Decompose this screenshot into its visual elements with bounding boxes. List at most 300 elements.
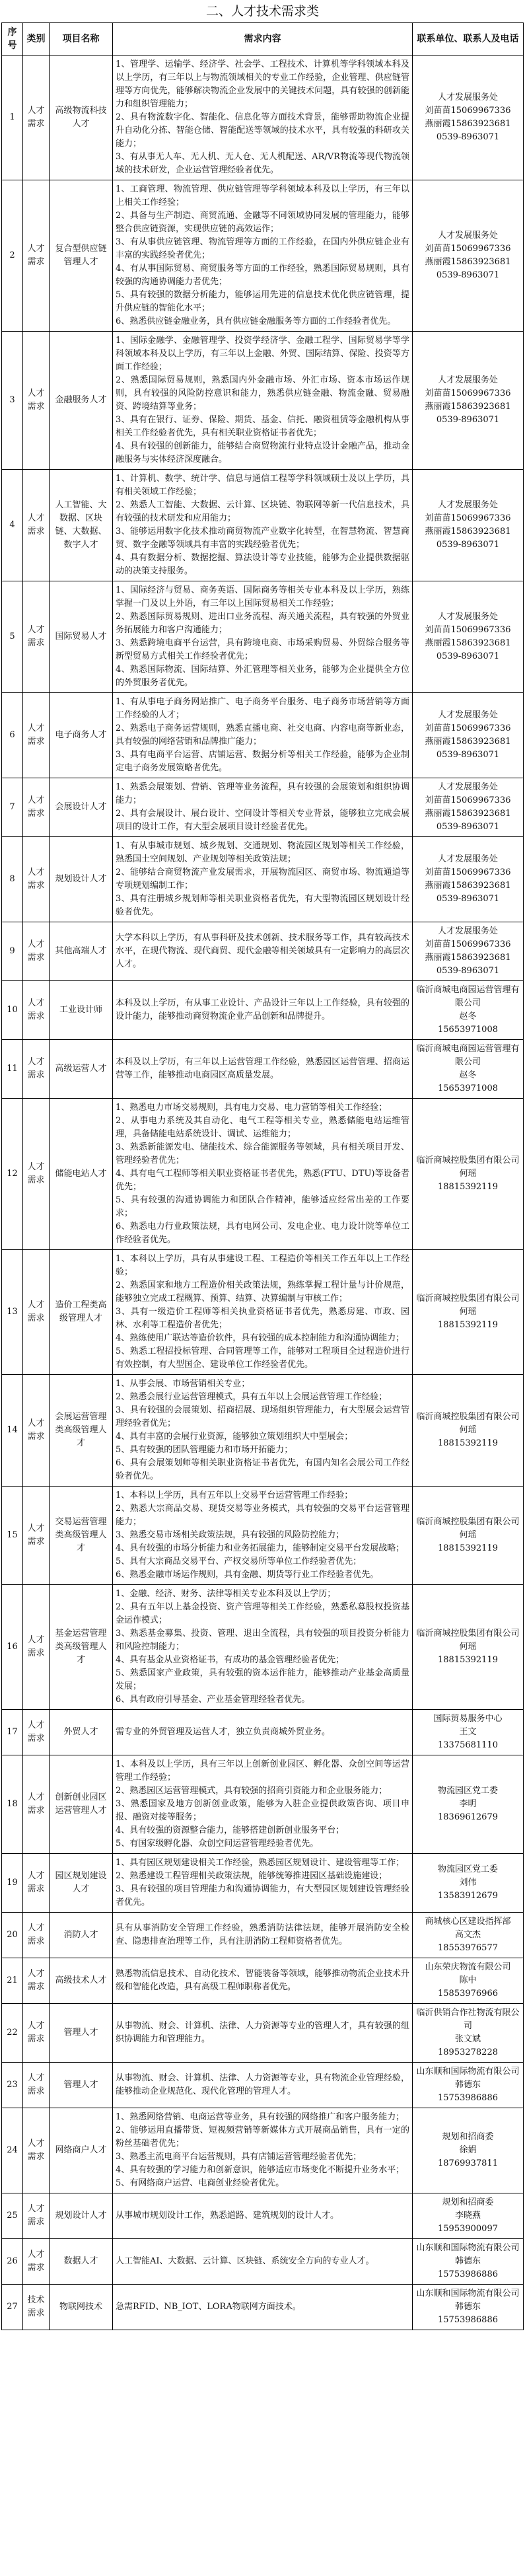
table-row: [2, 470, 524, 581]
requirement-line: 3、具有较强的会展策划、招商招展、现场组织管理能力，有大型展会运营管理经验者优先；: [116, 1405, 409, 1428]
table-row: [2, 1585, 524, 1710]
requirement-line: 4、具有丰富的会展行业资源，能够独立策划组织大中型展会；: [116, 1432, 353, 1442]
row-requirement: [113, 1854, 413, 1913]
requirement-line: 5、具有大宗商品交易平台、产权交易所等单位工作经验者优先；: [116, 1557, 362, 1566]
requirement-line: 1、有从事城市规划、城乡规划、交通规划、物流园区规划等相关工作经验，熟悉国土空间规划、产业规划等相关政策法规；: [116, 841, 409, 864]
contact-line: 0539-8963071: [436, 894, 500, 904]
requirement-line: 从事物流、财会、计算机、法律、人力资源等专业的管理人才，具有较强的组织协调能力和管理能力。: [116, 2021, 409, 2044]
contact-line: 临沂商城控股集团有限公司: [416, 1156, 520, 1165]
requirement-line: 1、管理学、运输学、经济学、社会学、工程技术、计算机等学科领域本科及以上学历，有三年以上与物流领域相关的专业工作经验，企业管理、供应链管理等方向优先，能够解决物流企业发展中的关键技术问题，具有较强的创新能力和组织管理能力；: [116, 59, 409, 109]
row-project-name: 网络商户人才: [50, 2108, 113, 2193]
row-requirement: [113, 1913, 413, 1958]
contact-line: 燕丽霞15863923681: [425, 881, 511, 891]
table-row: [2, 981, 524, 1040]
row-contact: [413, 2063, 524, 2108]
row-category: 人才需求: [23, 1958, 50, 2004]
row-requirement: [113, 55, 413, 180]
requirement-line: 5、有网络商户运营、电商创业经验者优先。: [116, 2178, 285, 2188]
row-number: 11: [2, 1040, 23, 1099]
row-contact: [413, 2193, 524, 2239]
contact-line: 15653971008: [438, 1084, 498, 1093]
row-project-name: 会展运营管理类高级管理人才: [50, 1375, 113, 1487]
requirement-line: 5、有国家级孵化器、众创空间运营管理经验者优先。: [116, 1839, 319, 1849]
contact-line: 0539-8963071: [436, 822, 500, 832]
requirement-line: 1、有从事电子商务网站推广、电子商务平台服务、电子商务市场营销等方面工作经验的人才；: [116, 697, 409, 720]
row-category: 人才需求: [23, 332, 50, 470]
row-category: 人才需求: [23, 55, 50, 180]
row-requirement: [113, 693, 413, 778]
contact-line: 燕丽霞15863923681: [425, 257, 511, 267]
requirement-line: 1、本科以上学历，具有五年以上交易平台运营管理工作经验；: [116, 1490, 353, 1500]
row-contact: [413, 2239, 524, 2285]
row-category: 人才需求: [23, 1487, 50, 1585]
requirement-line: 6、具有会展策划师等相关职业资格证书者优先，有国内知名会展公司工作经验者优先。: [116, 1458, 409, 1481]
contact-line: 0539-8963071: [436, 415, 500, 425]
table-row: [2, 1913, 524, 1958]
contact-line: 燕丽霞15863923681: [425, 737, 511, 747]
requirement-line: 急需RFID、NB_IOT、LORA物联网方面技术。: [116, 2302, 301, 2312]
contact-line: 刘苗苗15069967336: [425, 106, 511, 116]
contact-line: 临沂商城控股集团有限公司: [416, 1412, 520, 1422]
document-title: 二、人才技术需求类: [205, 4, 319, 18]
requirement-line: 3、熟悉新能源发电、储能技术、综合能源服务等领域，具有相关项目开发、管理经验者优先；: [116, 1142, 409, 1165]
requirement-line: 6、熟悉金融市场运作规则，具有金融、期货等行业工作经验者优先。: [116, 1570, 379, 1580]
row-contact: [413, 55, 524, 180]
row-category: 人才需求: [23, 2063, 50, 2108]
row-category: 人才需求: [23, 981, 50, 1040]
row-number: 14: [2, 1375, 23, 1487]
requirement-line: 1、熟悉会展策划、营销、管理等业务流程，具有较强的会展策划和组织协调能力；: [116, 782, 409, 805]
row-requirement: [113, 1487, 413, 1585]
requirement-line: 3、具有一级造价工程师等相关执业资格证书者优先，熟悉房建、市政、园林、水利等工程造价者优先；: [116, 1307, 409, 1330]
requirement-line: 1、国际经济与贸易、商务英语、国际商务等相关专业本科及以上学历，熟练掌握一门及以上外语，有三年以上国际贸易相关工作经验；: [116, 585, 409, 608]
row-number: 6: [2, 693, 23, 778]
row-category: 人才需求: [23, 1585, 50, 1710]
contact-line: 临沂商城电商园运营管理有限公司: [416, 1044, 520, 1067]
requirement-line: 5、熟悉工程招投标管理、合同管理等工作，能够对工程项目全过程造价进行有效控制，有大型国企、建设单位工作经验者优先。: [116, 1346, 409, 1370]
requirement-line: 3、能够运用数字化技术推动商贸物流产业数字化转型，在智慧物流、智慧商贸、数字金融等领域具有丰富的实践经验者优先；: [116, 527, 409, 550]
table-row: [2, 581, 524, 693]
requirement-line: 6、熟悉电力行业政策法规，具有电网公司、发电企业、电力设计院等单位工作经验者优先。: [116, 1222, 409, 1245]
contact-line: 临沂供销合作社物流有限公司: [416, 2008, 520, 2031]
row-category: 人才需求: [23, 1040, 50, 1099]
row-project-name: 基金运营管理类高级管理人才: [50, 1585, 113, 1710]
contact-line: 刘苗苗15069967336: [425, 939, 511, 949]
row-project-name: 创新创业园区运营管理人才: [50, 1755, 113, 1854]
row-contact: [413, 1099, 524, 1250]
requirement-line: 4、具有较强的资源整合能力，能够搭建创新创业服务平台；: [116, 1825, 345, 1835]
requirement-line: 2、具备与生产制造、商贸流通、金融等不同领域协同发展的管理能力，能够整合供应链资源，实现供应链的高效运作；: [116, 211, 409, 234]
row-project-name: 外贸人才: [50, 1710, 113, 1755]
row-project-name: 国际贸易人才: [50, 581, 113, 693]
row-project-name: 工业设计师: [50, 981, 113, 1040]
row-category: 人才需求: [23, 2108, 50, 2193]
table-header-row: [2, 23, 524, 55]
table-row: [2, 2063, 524, 2108]
contact-line: 刘伟: [459, 1878, 477, 1888]
requirement-line: 2、从事电力系统及其自动化、电气工程等相关专业，熟悉储能电站运维管理，具备储能电站系统设计、调试、运维能力；: [116, 1116, 409, 1139]
contact-line: 刘苗苗15069967336: [425, 388, 511, 398]
row-number: 7: [2, 778, 23, 837]
table-row: [2, 1099, 524, 1250]
table-row: [2, 1250, 524, 1375]
row-project-name: 高级物流科技人才: [50, 55, 113, 180]
contact-line: 山东荣庆物流有限公司: [425, 1962, 511, 1972]
requirement-line: 2、熟悉电子商务运营规则，熟悉直播电商、社交电商、内容电商等新业态，具有较强的网络营销和品牌推广能力；: [116, 723, 409, 747]
contact-line: 0539-8963071: [436, 132, 500, 142]
row-requirement: [113, 2108, 413, 2193]
row-project-name: 储能电站人才: [50, 1099, 113, 1250]
row-contact: [413, 693, 524, 778]
requirement-line: 3、具有较强的项目管理能力和沟通协调能力，有大型园区规划建设管理经验者优先。: [116, 1884, 409, 1907]
table-row: [2, 837, 524, 922]
contact-line: 15753986886: [438, 2269, 498, 2279]
requirement-line: 1、本科以上学历，具有从事建设工程、工程造价等相关工作五年以上工作经验；: [116, 1254, 409, 1277]
row-requirement: [113, 1250, 413, 1375]
row-number: 5: [2, 581, 23, 693]
contact-line: 临沂商城控股集团有限公司: [416, 1294, 520, 1304]
requirement-line: 1、熟悉网络营销、电商运营等业务，具有较强的网络推广和客户服务能力；: [116, 2112, 405, 2122]
row-contact: [413, 470, 524, 581]
requirement-line: 2、熟悉会展行业运营管理模式，具有五年以上会展运营管理工作经验；: [116, 1392, 388, 1402]
row-contact: [413, 1040, 524, 1099]
contact-line: 张文斌: [454, 2034, 481, 2044]
contact-line: 刘苗苗15069967336: [425, 625, 511, 635]
requirement-line: 1、国际金融学、金融管理学、投资学经济学、金融工程学、国际贸易学等学科领域本科及以上学历，有三年以上金融、外贸、国际结算、保险、投资等方面工作经验；: [116, 336, 409, 372]
row-category: 技术需求: [23, 2285, 50, 2330]
row-contact: [413, 180, 524, 332]
requirement-line: 4、具有较强的创新能力，能够结合商贸物流行业特点设计金融产品，推动金融服务与实体经济深度融合。: [116, 441, 409, 464]
requirement-line: 5、具有较强的沟通协调能力和团队合作精神，能够适应经常出差的工作要求；: [116, 1195, 409, 1218]
contact-line: 人才发展服务处: [437, 782, 498, 792]
requirement-line: 5、具有较强的数据分析能力，能够运用先进的信息技术优化供应链管理，提升供应链的智能化水平；: [116, 290, 409, 313]
contact-line: 人才发展服务处: [437, 854, 498, 864]
row-category: 人才需求: [23, 180, 50, 332]
requirement-line: 4、具有数据分析、数据挖掘、算法设计等专业技能，能够为企业提供数据驱动的决策支持服务。: [116, 553, 409, 576]
contact-line: 临沂商城电商园运营管理有限公司: [416, 985, 520, 1008]
contact-line: 陈中: [459, 1975, 477, 1985]
table-row: [2, 1487, 524, 1585]
contact-line: 0539-8963071: [436, 966, 500, 976]
requirement-line: 2、熟悉人工智能、大数据、云计算、区块链、物联网等新一代信息技术，具有较强的技术研发和应用能力；: [116, 500, 409, 523]
table-row: [2, 922, 524, 981]
requirement-line: 3、有从事供应链管理、物流管理等方面的工作经验，在国内外供应链企业有丰富的实践经验者优先；: [116, 237, 409, 260]
row-requirement: [113, 922, 413, 981]
row-project-name: 高级技术人才: [50, 1958, 113, 2004]
row-requirement: [113, 837, 413, 922]
row-requirement: [113, 1755, 413, 1854]
requirement-line: 4、具有较强的市场分析能力和业务拓展能力，能够制定交易平台发展战略；: [116, 1543, 405, 1553]
row-contact: [413, 1755, 524, 1854]
contact-line: 燕丽霞15863923681: [425, 953, 511, 963]
row-project-name: 交易运营管理类高级管理人才: [50, 1487, 113, 1585]
contact-line: 18815392119: [438, 1543, 498, 1553]
row-project-name: 数据人才: [50, 2239, 113, 2285]
contact-line: 刘苗苗15069967336: [425, 723, 511, 733]
row-number: 16: [2, 1585, 23, 1710]
requirement-line: 2、熟悉国际贸易规则，熟悉国内外金融市场、外汇市场、资本市场运作规则，具有较强的风险防控意识和能力，熟悉供应链金融、物流金融、贸易融资、跨境结算等业务；: [116, 375, 409, 412]
row-number: 15: [2, 1487, 23, 1585]
contact-line: 赵冬: [459, 1012, 477, 1021]
row-project-name: 管理人才: [50, 2004, 113, 2063]
contact-line: 规划和招商委: [442, 2197, 494, 2207]
row-category: 人才需求: [23, 2239, 50, 2285]
row-contact: [413, 581, 524, 693]
contact-line: 何瑶: [459, 1530, 477, 1540]
row-contact: [413, 332, 524, 470]
requirement-line: 4、熟练使用广联达等造价软件，具有较强的成本控制能力和沟通协调能力；: [116, 1333, 405, 1343]
contact-line: 燕丽霞15863923681: [425, 809, 511, 819]
row-project-name: 复合型供应链管理人才: [50, 180, 113, 332]
row-contact: [413, 1487, 524, 1585]
row-contact: [413, 922, 524, 981]
row-project-name: 消防人才: [50, 1913, 113, 1958]
row-contact: [413, 2004, 524, 2063]
row-category: 人才需求: [23, 1375, 50, 1487]
contact-line: 赵冬: [459, 1070, 477, 1080]
contact-line: 临沂商城控股集团有限公司: [416, 1517, 520, 1527]
contact-line: 18815392119: [438, 1320, 498, 1330]
row-requirement: [113, 2193, 413, 2239]
contact-line: 人才发展服务处: [437, 375, 498, 385]
row-contact: [413, 1710, 524, 1755]
requirement-line: 具有从事消防安全管理工作经验，熟悉消防法律法规，能够开展消防安全检查、隐患排查治理等工作，具有注册消防工程师资格者优先。: [116, 1923, 409, 1946]
row-number: 20: [2, 1913, 23, 1958]
row-requirement: [113, 981, 413, 1040]
header-project: 项目名称: [50, 23, 113, 55]
table-row: [2, 2193, 524, 2239]
contact-line: 临沂商城控股集团有限公司: [416, 1629, 520, 1638]
row-category: 人才需求: [23, 1913, 50, 1958]
contact-line: 山东顺和国际物流有限公司: [416, 2289, 520, 2299]
contact-line: 人才发展服务处: [437, 92, 498, 102]
contact-line: 何瑶: [459, 1307, 477, 1317]
contact-line: 山东顺和国际物流有限公司: [416, 2067, 520, 2077]
row-category: 人才需求: [23, 1710, 50, 1755]
table-row: [2, 2285, 524, 2330]
row-category: 人才需求: [23, 1854, 50, 1913]
contact-line: 18815392119: [438, 1438, 498, 1448]
requirement-line: 3、熟悉国家及地方创新创业政策，能够为入驻企业提供政策咨询、项目申报、融资对接等服务；: [116, 1799, 409, 1822]
row-contact: [413, 778, 524, 837]
requirement-line: 2、熟悉国际贸易规则、进出口业务流程、海关通关流程，具有较强的外贸业务拓展能力和客户沟通能力；: [116, 612, 409, 635]
requirement-line: 3、熟悉基金募集、投资、管理、退出全流程，具有较强的项目投资分析能力和风险控制能力；: [116, 1629, 409, 1652]
row-number: 18: [2, 1755, 23, 1854]
row-requirement: [113, 2285, 413, 2330]
row-project-name: 金融服务人才: [50, 332, 113, 470]
row-project-name: 造价工程类高级管理人才: [50, 1250, 113, 1375]
requirement-line: 1、从事会展、市场营销相关专业；: [116, 1379, 250, 1389]
row-number: 1: [2, 55, 23, 180]
row-requirement: [113, 180, 413, 332]
requirement-line: 2、熟悉国家和地方工程造价相关政策法规，熟练掌握工程计量与计价规范，能够独立完成工程概算、预算、结算、决算编制与审核工作；: [116, 1280, 409, 1304]
requirement-line: 本科及以上学历，有三年以上运营管理工作经验，熟悉园区运营管理、招商运营等工作，能够推动电商园区高质量发展。: [116, 1057, 409, 1080]
contact-line: 0539-8963071: [436, 540, 500, 550]
row-number: 8: [2, 837, 23, 922]
header-category: 类别: [23, 23, 50, 55]
contact-line: 李明: [459, 1799, 477, 1809]
requirement-line: 3、熟悉跨境电商平台运营，具有跨境电商、市场采购贸易、外贸综合服务等新型贸易方式相关工作经验者优先；: [116, 638, 409, 661]
row-category: 人才需求: [23, 2004, 50, 2063]
contact-line: 15953900097: [438, 2224, 498, 2234]
table-row: [2, 180, 524, 332]
contact-line: 燕丽霞15863923681: [425, 527, 511, 536]
row-contact: [413, 2108, 524, 2193]
contact-line: 物流园区党工委: [437, 1864, 498, 1874]
contact-line: 何瑶: [459, 1642, 477, 1652]
table-row: [2, 332, 524, 470]
row-category: 人才需求: [23, 693, 50, 778]
table-row: [2, 2108, 524, 2193]
contact-line: 王文: [459, 1727, 477, 1737]
contact-line: 18769937811: [438, 2158, 498, 2168]
row-contact: [413, 2285, 524, 2330]
table-row: [2, 2004, 524, 2063]
contact-line: 刘苗苗15069967336: [425, 513, 511, 523]
table-row: [2, 55, 524, 180]
requirement-line: 2、熟悉大宗商品交易、现货交易等业务模式，具有较强的交易平台运营管理能力；: [116, 1504, 409, 1527]
contact-line: 18815392119: [438, 1655, 498, 1665]
requirement-line: 4、具有电气工程师等相关职业资格证书者优先，熟悉(FTU、DTU)等设备者优先；: [116, 1169, 409, 1192]
row-category: 人才需求: [23, 922, 50, 981]
row-number: 13: [2, 1250, 23, 1375]
contact-line: 人才发展服务处: [437, 926, 498, 936]
row-number: 3: [2, 332, 23, 470]
row-project-name: 高级运营人才: [50, 1040, 113, 1099]
row-number: 26: [2, 2239, 23, 2285]
row-number: 2: [2, 180, 23, 332]
requirement-line: 从事物流、财会、计算机、法律、人力资源等专业，具有物流企业管理经验，能够推动企业规范化、现代化管理的管理人才。: [116, 2073, 409, 2096]
contact-line: 徐娟: [459, 2145, 477, 2155]
requirement-line: 5、熟悉国家产业政策，具有较强的资本运作能力，能够推动产业基金高质量发展；: [116, 1668, 409, 1691]
contact-line: 刘苗苗15069967336: [425, 244, 511, 254]
row-project-name: 规划设计人才: [50, 2193, 113, 2239]
contact-line: 0539-8963071: [436, 651, 500, 661]
row-project-name: 物联网技术: [50, 2285, 113, 2330]
contact-line: 人才发展服务处: [437, 710, 498, 720]
contact-line: 13583912679: [438, 1891, 498, 1901]
row-number: 9: [2, 922, 23, 981]
requirement-line: 2、具有物流数字化、智能化、信息化等方面技术背景，能够帮助物流企业提升自动化分拣、智能仓储、智能配送等领域的技术水平，具有较强的科研攻关能力；: [116, 112, 409, 149]
requirement-line: 3、具有在银行、证券、保险、期货、基金、信托、融资租赁等金融机构从事相关工作经验者优先，具有相关职业资格证书者优先；: [116, 415, 409, 438]
contact-line: 人才发展服务处: [437, 231, 498, 240]
contact-line: 何瑶: [459, 1169, 477, 1179]
row-requirement: [113, 1099, 413, 1250]
row-category: 人才需求: [23, 2193, 50, 2239]
table-row: [2, 2239, 524, 2285]
table-row: [2, 693, 524, 778]
contact-line: 韩德东: [454, 2256, 481, 2266]
requirement-line: 从事城市规划设计工作，熟悉道路、建筑规划的设计人才。: [116, 2211, 339, 2221]
row-contact: [413, 1375, 524, 1487]
row-requirement: [113, 1710, 413, 1755]
row-project-name: 人工智能、大数据、区块链、大数据、数字人才: [50, 470, 113, 581]
row-project-name: 其他高端人才: [50, 922, 113, 981]
row-category: 人才需求: [23, 1755, 50, 1854]
header-no: 序号: [2, 23, 23, 55]
table-row: [2, 1958, 524, 2004]
row-number: 17: [2, 1710, 23, 1755]
requirement-line: 3、具有注册城乡规划师等相关职业资格者优先，有大型物流园区规划设计经验者优先。: [116, 894, 409, 917]
row-project-name: 会展设计人才: [50, 778, 113, 837]
requirement-line: 2、具有五年以上基金投资、资产管理等相关工作经验，熟悉私募股权投资基金运作模式；: [116, 1602, 409, 1625]
contact-line: 0539-8963071: [436, 750, 500, 760]
header-contact: 联系单位、联系人及电话: [413, 23, 524, 55]
row-number: 19: [2, 1854, 23, 1913]
contact-line: 18553976577: [438, 1943, 498, 1953]
row-number: 22: [2, 2004, 23, 2063]
row-contact: [413, 837, 524, 922]
table-body: [2, 55, 524, 2330]
row-category: 人才需求: [23, 837, 50, 922]
contact-line: 商城核心区建设指挥部: [425, 1917, 511, 1927]
row-contact: [413, 981, 524, 1040]
contact-line: 何瑶: [459, 1425, 477, 1435]
contact-line: 人才发展服务处: [437, 500, 498, 510]
requirement-line: 4、有从事国际贸易、商贸服务等方面的工作经验，熟悉国际贸易规则，具有较强的沟通协调能力者优先；: [116, 264, 409, 287]
contact-line: 燕丽霞15863923681: [425, 638, 511, 648]
requirement-line: 2、熟悉园区运营管理模式，具有较强的招商引资能力和企业服务能力；: [116, 1786, 388, 1796]
requirement-line: 3、具有电商平台运营、店铺运营、数据分析等相关工作经验，能够为企业制定电子商务发展策略者优先。: [116, 750, 409, 773]
table-row: [2, 1710, 524, 1755]
row-number: 21: [2, 1958, 23, 2004]
contact-line: 15753986886: [438, 2315, 498, 2325]
contact-line: 18369612679: [438, 1812, 498, 1822]
contact-line: 山东顺和国际物流有限公司: [416, 2243, 520, 2253]
contact-line: 刘苗苗15069967336: [425, 867, 511, 877]
requirements-table: [1, 22, 524, 2330]
requirement-line: 4、具有基金从业资格证书，有成功的基金管理经验者优先；: [116, 1655, 345, 1665]
contact-line: 国际贸易服务中心: [433, 1714, 503, 1724]
contact-line: 0539-8963071: [436, 270, 500, 280]
contact-line: 15853976966: [438, 1989, 498, 1999]
row-requirement: [113, 2063, 413, 2108]
row-requirement: [113, 470, 413, 581]
row-requirement: [113, 332, 413, 470]
row-number: 27: [2, 2285, 23, 2330]
requirement-line: 6、熟悉供应链金融业务，具有供应链金融服务等方面的工作经验者优先。: [116, 316, 396, 326]
requirement-line: 1、计算机、数学、统计学、信息与通信工程等学科领域硕士及以上学历，具有相关领域工作经验；: [116, 474, 409, 497]
requirement-line: 熟悉物流信息技术、自动化技术、智能装备等领域，能够推动物流企业技术升级和智能化改造，具有高级工程师职称者优先。: [116, 1969, 409, 1992]
row-category: 人才需求: [23, 470, 50, 581]
contact-line: 韩德东: [454, 2302, 481, 2312]
row-number: 24: [2, 2108, 23, 2193]
requirement-line: 1、本科及以上学历，具有三年以上创新创业园区、孵化器、众创空间等运营管理工作经验；: [116, 1759, 409, 1783]
row-project-name: 电子商务人才: [50, 693, 113, 778]
requirement-line: 3、熟悉主流电商平台运营规则，具有店铺运营管理经验者优先；: [116, 2152, 362, 2162]
requirement-line: 2、熟悉建设工程管理相关政策法规，能够统筹推进园区基础设施建设；: [116, 1871, 388, 1881]
requirement-line: 3、有从事无人车、无人机、无人仓、无人机配送、AR/VR物流等现代物流领域的技术研发，企业运营管理经验者优先。: [116, 152, 409, 175]
row-number: 12: [2, 1099, 23, 1250]
row-requirement: [113, 1958, 413, 2004]
requirement-line: 需专业的外贸管理及运营人才，独立负责商城外贸业务。: [116, 1727, 331, 1737]
table-row: [2, 1040, 524, 1099]
row-requirement: [113, 1585, 413, 1710]
row-requirement: [113, 2239, 413, 2285]
row-number: 10: [2, 981, 23, 1040]
requirement-line: 6、具有政府引导基金、产业基金管理经验者优先。: [116, 1695, 310, 1705]
table-row: [2, 1375, 524, 1487]
requirement-line: 5、具有较强的团队管理能力和市场开拓能力；: [116, 1445, 293, 1455]
row-contact: [413, 1958, 524, 2004]
row-category: 人才需求: [23, 1250, 50, 1375]
row-category: 人才需求: [23, 778, 50, 837]
contact-line: 燕丽霞15863923681: [425, 119, 511, 129]
contact-line: 18815392119: [438, 1182, 498, 1192]
row-requirement: [113, 2004, 413, 2063]
table-row: [2, 1755, 524, 1854]
contact-line: 刘苗苗15069967336: [425, 795, 511, 805]
